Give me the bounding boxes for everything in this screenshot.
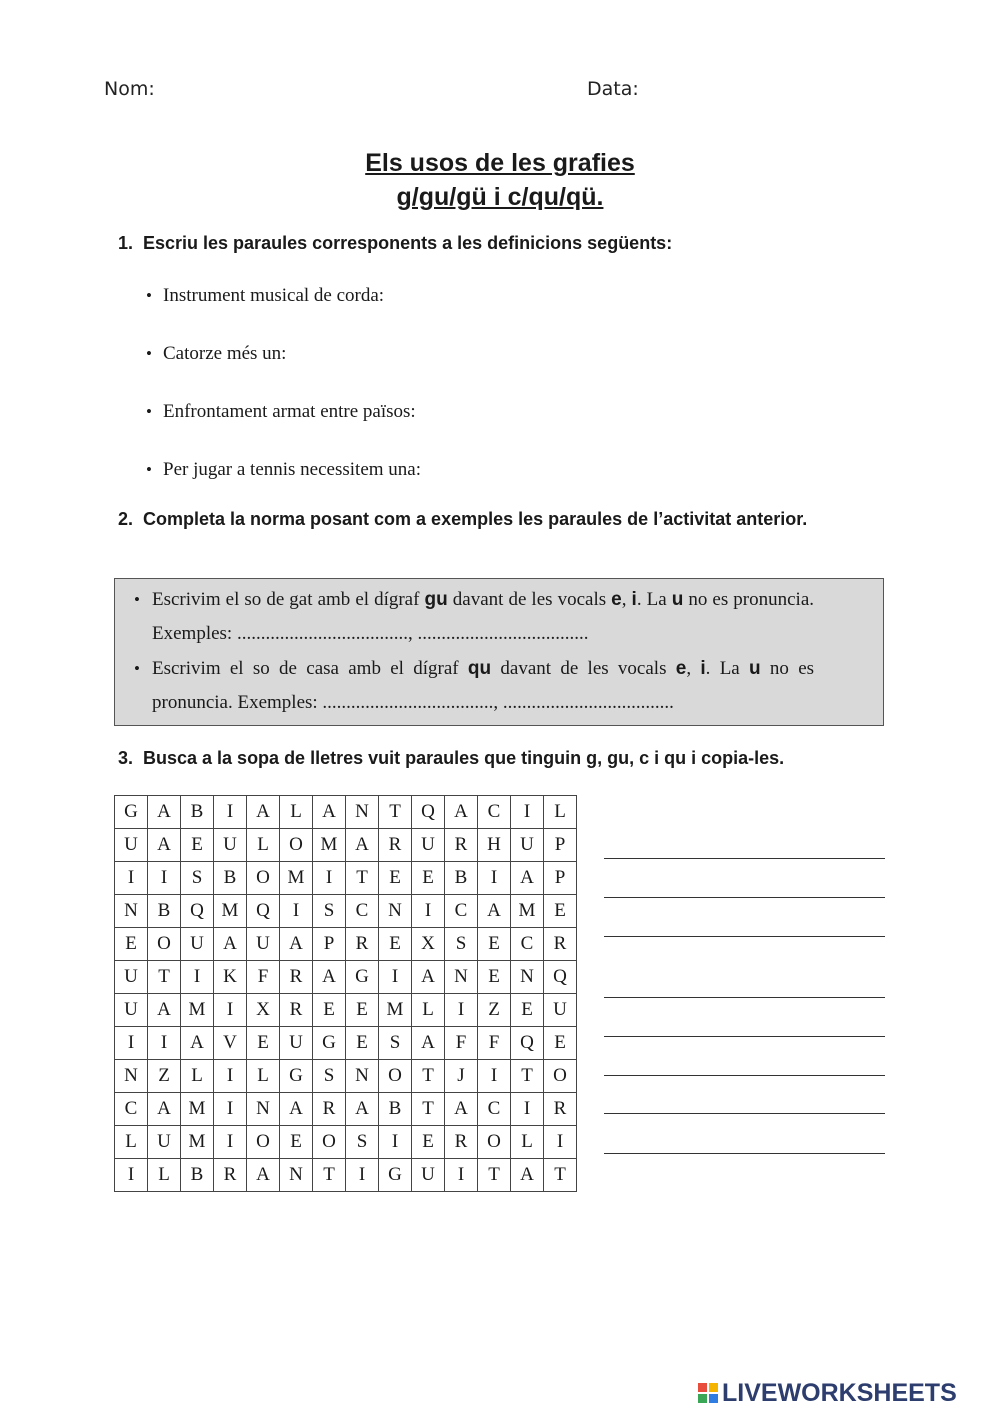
answer-line[interactable]: [604, 1153, 885, 1154]
grid-cell: A: [445, 796, 478, 829]
grid-cell: F: [247, 961, 280, 994]
grid-row: [115, 796, 577, 829]
grid-cell: R: [346, 928, 379, 961]
silent-letter: u: [749, 658, 761, 679]
grid-cell: N: [280, 1159, 313, 1192]
grid-cell: U: [115, 961, 148, 994]
grid-cell: N: [511, 961, 544, 994]
rule-text: . La: [636, 589, 672, 610]
rule-text: Escrivim el so de casa amb el dígraf: [152, 658, 468, 679]
rule-text: no es pronuncia. Exemples: ...................................., ....................................: [152, 658, 815, 713]
definition-item: • Instrument musical de corda:: [146, 284, 421, 342]
grid-cell: A: [148, 1093, 181, 1126]
grid-cell: A: [412, 1027, 445, 1060]
digraph: gu: [424, 589, 448, 610]
grid-cell: C: [478, 796, 511, 829]
grid-cell: E: [313, 994, 346, 1027]
grid-cell: E: [247, 1027, 280, 1060]
grid-cell: A: [445, 1093, 478, 1126]
definition-item: • Enfrontament armat entre països:: [146, 400, 421, 458]
grid-cell: S: [445, 928, 478, 961]
grid-cell: T: [511, 1060, 544, 1093]
grid-cell: O: [313, 1126, 346, 1159]
grid-cell: C: [445, 895, 478, 928]
grid-cell: V: [214, 1027, 247, 1060]
grid-cell: N: [346, 1060, 379, 1093]
grid-cell: R: [280, 994, 313, 1027]
question-number: 2.: [118, 509, 134, 529]
question-3: [118, 747, 828, 770]
grid-cell: M: [181, 1126, 214, 1159]
grid-cell: E: [346, 994, 379, 1027]
grid-cell: I: [214, 796, 247, 829]
vowel: i: [631, 589, 637, 610]
grid-cell: E: [379, 862, 412, 895]
rule-text: no es pronuncia. Exemples: ...................................., ....................................: [152, 589, 815, 644]
grid-cell: E: [412, 862, 445, 895]
grid-cell: L: [511, 1126, 544, 1159]
grid-row: [115, 961, 577, 994]
grid-cell: F: [445, 1027, 478, 1060]
grid-cell: N: [346, 796, 379, 829]
grid-cell: I: [445, 994, 478, 1027]
rule-text: Escrivim el so de gat amb el dígraf: [152, 589, 425, 610]
grid-cell: O: [247, 1126, 280, 1159]
grid-cell: U: [148, 1126, 181, 1159]
grid-cell: R: [544, 1093, 577, 1126]
answer-line[interactable]: [604, 858, 885, 859]
grid-cell: E: [346, 1027, 379, 1060]
grid-cell: A: [247, 1159, 280, 1192]
grid-cell: L: [280, 796, 313, 829]
grid-cell: I: [379, 961, 412, 994]
grid-cell: I: [181, 961, 214, 994]
definitions-list: [146, 284, 421, 516]
grid-cell: S: [181, 862, 214, 895]
grid-cell: H: [478, 829, 511, 862]
logo-square: [698, 1383, 707, 1392]
grid-cell: F: [478, 1027, 511, 1060]
rule-text: davant de les vocals: [491, 658, 676, 679]
grid-cell: N: [247, 1093, 280, 1126]
grid-cell: Z: [148, 1060, 181, 1093]
question-number: 3.: [118, 748, 134, 768]
grid-cell: I: [478, 862, 511, 895]
question-1: [118, 232, 828, 255]
grid-cell: C: [346, 895, 379, 928]
grid-cell: G: [280, 1060, 313, 1093]
grid-cell: U: [247, 928, 280, 961]
grid-cell: T: [379, 796, 412, 829]
grid-cell: P: [544, 829, 577, 862]
grid-cell: I: [445, 1159, 478, 1192]
grid-cell: T: [478, 1159, 511, 1192]
grid-cell: O: [148, 928, 181, 961]
grid-cell: U: [511, 829, 544, 862]
grid-row: [115, 862, 577, 895]
grid-cell: Q: [511, 1027, 544, 1060]
grid-cell: K: [214, 961, 247, 994]
grid-cell: E: [412, 1126, 445, 1159]
grid-cell: P: [544, 862, 577, 895]
grid-cell: O: [280, 829, 313, 862]
grid-cell: I: [379, 1126, 412, 1159]
grid-row: [115, 1126, 577, 1159]
grid-cell: Q: [181, 895, 214, 928]
grid-cell: E: [280, 1126, 313, 1159]
grid-cell: L: [181, 1060, 214, 1093]
rule-text: davant de les vocals: [447, 589, 612, 610]
grid-row: [115, 1093, 577, 1126]
grid-row: [115, 1060, 577, 1093]
grid-cell: C: [511, 928, 544, 961]
grid-cell: U: [544, 994, 577, 1027]
grid-cell: L: [115, 1126, 148, 1159]
grid-cell: U: [181, 928, 214, 961]
grid-cell: M: [214, 895, 247, 928]
grid-cell: I: [478, 1060, 511, 1093]
grid-cell: N: [379, 895, 412, 928]
grid-cell: O: [379, 1060, 412, 1093]
grid-cell: I: [115, 1159, 148, 1192]
question-text: Completa la norma posant com a exemples les paraules de l’activitat anterior.: [143, 509, 808, 529]
answer-line[interactable]: [604, 1113, 885, 1114]
grid-cell: Q: [247, 895, 280, 928]
grid-cell: I: [280, 895, 313, 928]
grid-cell: N: [115, 895, 148, 928]
word-search-grid: [114, 795, 577, 1192]
digraph: qu: [467, 658, 492, 679]
grid-cell: Z: [478, 994, 511, 1027]
grid-cell: S: [379, 1027, 412, 1060]
grid-cell: A: [511, 1159, 544, 1192]
grid-cell: N: [445, 961, 478, 994]
grid-cell: T: [412, 1093, 445, 1126]
separator: ,: [686, 658, 701, 679]
grid-cell: M: [280, 862, 313, 895]
grid-cell: U: [280, 1027, 313, 1060]
grid-cell: S: [346, 1126, 379, 1159]
grid-cell: U: [115, 994, 148, 1027]
grid-cell: I: [214, 994, 247, 1027]
definition-item: • Per jugar a tennis necessitem una:: [146, 458, 421, 516]
answer-line[interactable]: [604, 997, 885, 998]
brand: [698, 1378, 957, 1408]
grid-cell: I: [412, 895, 445, 928]
vowel: i: [700, 658, 706, 679]
grid-cell: B: [148, 895, 181, 928]
grid-cell: I: [214, 1060, 247, 1093]
grid-cell: E: [478, 928, 511, 961]
grid-cell: S: [313, 1060, 346, 1093]
grid-cell: M: [511, 895, 544, 928]
grid-cell: M: [181, 1093, 214, 1126]
grid-row: [115, 895, 577, 928]
rule-gu: [134, 583, 815, 651]
grid-cell: B: [379, 1093, 412, 1126]
grid-cell: T: [346, 862, 379, 895]
grid-cell: A: [346, 829, 379, 862]
grid-cell: E: [181, 829, 214, 862]
grid-cell: T: [148, 961, 181, 994]
grid-cell: A: [214, 928, 247, 961]
grid-cell: R: [214, 1159, 247, 1192]
grid-row: [115, 1159, 577, 1192]
grid-cell: I: [511, 1093, 544, 1126]
name-label: Nom:: [104, 78, 155, 100]
grid-cell: B: [181, 1159, 214, 1192]
rule-qu: [134, 652, 815, 720]
definition-item: • Catorze més un:: [146, 342, 421, 400]
grid-cell: A: [148, 796, 181, 829]
grid-cell: L: [247, 1060, 280, 1093]
grid-cell: B: [181, 796, 214, 829]
answer-line[interactable]: [604, 897, 885, 898]
question-text: Escriu les paraules corresponents a les definicions següents:: [143, 233, 673, 253]
question-2: [118, 508, 828, 531]
grid-cell: C: [115, 1093, 148, 1126]
grid-cell: U: [115, 829, 148, 862]
grid-cell: I: [148, 862, 181, 895]
grid-cell: C: [478, 1093, 511, 1126]
grid-cell: R: [544, 928, 577, 961]
grid-cell: A: [412, 961, 445, 994]
grid-cell: I: [148, 1027, 181, 1060]
rule-box: [114, 578, 884, 726]
date-label: Data:: [587, 78, 639, 100]
grid-cell: A: [313, 796, 346, 829]
grid-cell: J: [445, 1060, 478, 1093]
grid-cell: U: [412, 1159, 445, 1192]
separator: ,: [621, 589, 632, 610]
grid-cell: A: [478, 895, 511, 928]
grid-cell: R: [445, 1126, 478, 1159]
answer-line[interactable]: [604, 1036, 885, 1037]
grid-cell: M: [313, 829, 346, 862]
rule-text: . La: [705, 658, 750, 679]
grid-cell: T: [544, 1159, 577, 1192]
grid-row: [115, 1027, 577, 1060]
grid-cell: I: [511, 796, 544, 829]
grid-cell: U: [412, 829, 445, 862]
grid-cell: A: [247, 796, 280, 829]
grid-cell: T: [313, 1159, 346, 1192]
grid-cell: A: [148, 994, 181, 1027]
question-text: Busca a la sopa de lletres vuit paraules que tinguin g, gu, c i qu i copia-les.: [143, 748, 785, 768]
grid-cell: A: [313, 961, 346, 994]
grid-cell: R: [313, 1093, 346, 1126]
grid-cell: X: [247, 994, 280, 1027]
grid-cell: T: [412, 1060, 445, 1093]
grid-cell: G: [115, 796, 148, 829]
grid-cell: I: [115, 862, 148, 895]
logo-square: [709, 1383, 718, 1392]
grid-cell: B: [214, 862, 247, 895]
grid-cell: P: [313, 928, 346, 961]
grid-cell: E: [115, 928, 148, 961]
grid-cell: A: [280, 928, 313, 961]
grid-cell: M: [181, 994, 214, 1027]
grid-cell: S: [313, 895, 346, 928]
grid-cell: R: [379, 829, 412, 862]
question-number: 1.: [118, 233, 134, 253]
page-title: Els usos de les grafies: [365, 149, 635, 177]
answer-line[interactable]: [604, 1075, 885, 1076]
grid-cell: A: [280, 1093, 313, 1126]
grid-cell: O: [544, 1060, 577, 1093]
grid-cell: E: [379, 928, 412, 961]
grid-cell: R: [280, 961, 313, 994]
silent-letter: u: [671, 589, 684, 610]
grid-cell: A: [511, 862, 544, 895]
grid-row: [115, 829, 577, 862]
grid-cell: I: [115, 1027, 148, 1060]
grid-cell: L: [412, 994, 445, 1027]
logo-square: [698, 1394, 707, 1403]
grid-cell: X: [412, 928, 445, 961]
grid-cell: I: [313, 862, 346, 895]
logo-square: [709, 1394, 718, 1403]
grid-cell: G: [379, 1159, 412, 1192]
grid-cell: N: [115, 1060, 148, 1093]
grid-cell: M: [379, 994, 412, 1027]
grid-cell: U: [214, 829, 247, 862]
liveworksheets-logo-icon: [698, 1383, 718, 1403]
grid-cell: I: [346, 1159, 379, 1192]
grid-cell: G: [313, 1027, 346, 1060]
grid-row: [115, 928, 577, 961]
grid-cell: A: [181, 1027, 214, 1060]
grid-cell: E: [511, 994, 544, 1027]
grid-cell: E: [544, 1027, 577, 1060]
vowel: e: [611, 589, 622, 610]
grid-cell: L: [148, 1159, 181, 1192]
grid-cell: B: [445, 862, 478, 895]
grid-cell: L: [544, 796, 577, 829]
grid-cell: A: [346, 1093, 379, 1126]
grid-cell: A: [148, 829, 181, 862]
grid-cell: Q: [412, 796, 445, 829]
grid-row: [115, 994, 577, 1027]
grid-cell: Q: [544, 961, 577, 994]
bullet: •: [134, 659, 140, 678]
grid-cell: O: [247, 862, 280, 895]
grid-cell: I: [214, 1093, 247, 1126]
grid-cell: R: [445, 829, 478, 862]
grid-cell: E: [544, 895, 577, 928]
brand-name: LIVEWORKSHEETS: [722, 1378, 957, 1407]
grid-cell: G: [346, 961, 379, 994]
bullet: •: [134, 590, 140, 609]
grid-cell: E: [478, 961, 511, 994]
grid-cell: O: [478, 1126, 511, 1159]
grid-cell: L: [247, 829, 280, 862]
vowel: e: [675, 658, 687, 679]
page-subtitle: g/gu/gü i c/qu/qü.: [396, 183, 604, 211]
answer-line[interactable]: [604, 936, 885, 937]
grid-cell: I: [544, 1126, 577, 1159]
grid-cell: I: [214, 1126, 247, 1159]
